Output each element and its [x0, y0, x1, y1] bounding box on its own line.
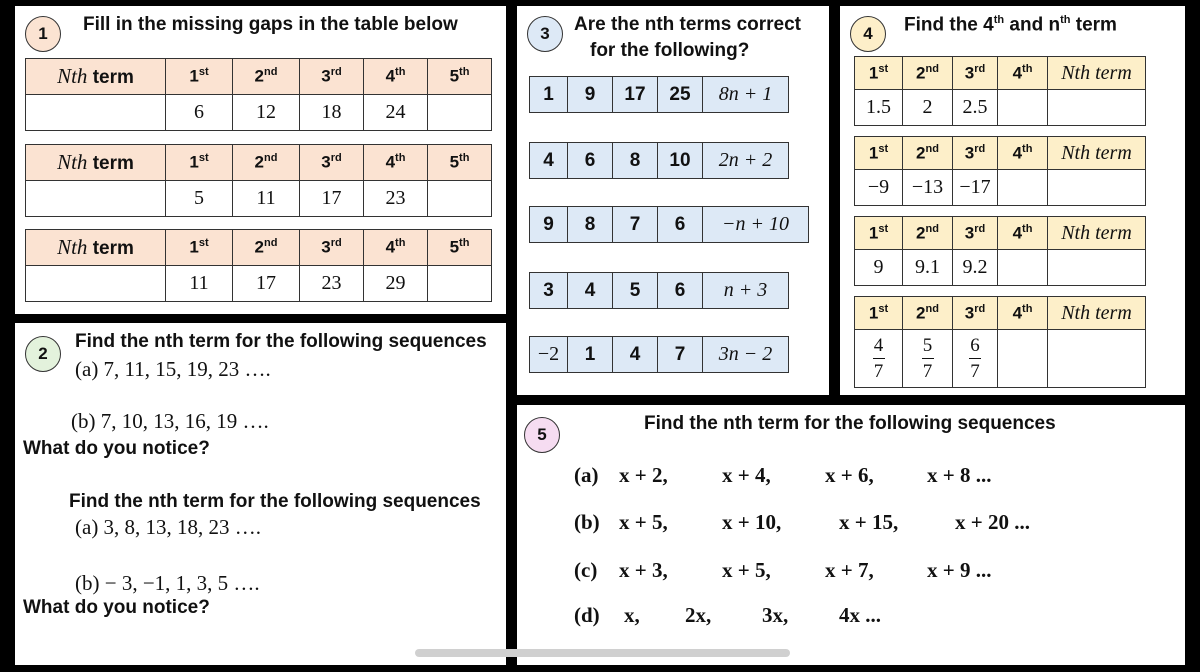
- sequence-b: (b) 7, 10, 13, 16, 19 ….: [71, 409, 269, 433]
- sequence-row-table: [529, 336, 789, 373]
- sequence-row: [530, 143, 789, 179]
- term-value: 8: [613, 143, 658, 179]
- sequence-term: x + 8 ...: [927, 463, 992, 487]
- sequence-term: x + 5,: [619, 510, 668, 534]
- term-value: 7: [658, 337, 703, 373]
- sequence-table: [854, 216, 1146, 286]
- term-value: 18: [300, 95, 364, 131]
- ordinal-header: 5th: [428, 230, 492, 266]
- sequence-row-table: [529, 206, 809, 243]
- sequence-a: (a) 7, 11, 15, 19, 23 ….: [75, 357, 271, 381]
- panel-3: [517, 6, 829, 395]
- ordinal-header: 2nd: [903, 137, 953, 170]
- term-value: 1: [568, 337, 613, 373]
- term-value: −17: [953, 170, 998, 206]
- sequence-term: x + 4,: [722, 463, 771, 487]
- nth-term-label: Nth term: [1048, 217, 1146, 250]
- ordinal-header: 4th: [998, 217, 1048, 250]
- header-row: [855, 217, 1146, 250]
- ordinal-header: 1st: [855, 137, 903, 170]
- fraction-value: [903, 330, 953, 388]
- nth-term-label: Nth term: [1048, 137, 1146, 170]
- ordinal-header: 3rd: [300, 59, 364, 95]
- answer-cell[interactable]: [428, 95, 492, 131]
- term-value: −13: [903, 170, 953, 206]
- ordinal-header: 1st: [166, 230, 233, 266]
- ordinal-header: 2nd: [233, 59, 300, 95]
- term-value: 1: [530, 77, 568, 113]
- question-number-badge: 4: [850, 16, 886, 52]
- ordinal-header: 5th: [428, 59, 492, 95]
- sequence-term: x + 2,: [619, 463, 668, 487]
- nth-term-var: Nth: [57, 64, 88, 88]
- nth-term-answer-cell[interactable]: [26, 95, 166, 131]
- nth-term-word: term: [87, 238, 134, 259]
- term-value: 17: [613, 77, 658, 113]
- ordinal-header: 1st: [855, 217, 903, 250]
- sequence-table: [854, 136, 1146, 206]
- header-row: [26, 230, 492, 266]
- sequence-term: x + 3,: [619, 558, 668, 582]
- nth-term-var: Nth: [57, 235, 88, 259]
- ordinal-header: 3rd: [953, 137, 998, 170]
- sequence-a: (a) 3, 8, 13, 18, 23 ….: [75, 515, 262, 539]
- value-row: [26, 266, 492, 302]
- ordinal-header: 3rd: [953, 217, 998, 250]
- nth-term-expression: 2n + 2: [703, 143, 789, 179]
- ordinal-header: 4th: [364, 230, 428, 266]
- term-value: 11: [233, 181, 300, 217]
- ordinal-header: 3rd: [953, 57, 998, 90]
- sequence-row-table: [529, 272, 789, 309]
- term-value: 6: [658, 273, 703, 309]
- ordinal-header: 5th: [428, 145, 492, 181]
- panel-5: [517, 405, 1185, 665]
- term-value: 11: [166, 266, 233, 302]
- question-number-badge: 2: [25, 336, 61, 372]
- answer-cell-4th[interactable]: [998, 330, 1048, 388]
- ordinal-header: 3rd: [300, 145, 364, 181]
- term-value: 1.5: [855, 90, 903, 126]
- ordinal-header: 4th: [998, 297, 1048, 330]
- value-row: [26, 181, 492, 217]
- scrollbar[interactable]: [415, 649, 790, 657]
- answer-cell-nth[interactable]: [1048, 170, 1146, 206]
- fraction: $\frac{4}{7}$: [873, 335, 884, 382]
- term-value: −2: [530, 337, 568, 373]
- sequence-row: [530, 207, 809, 243]
- term-value: 17: [233, 266, 300, 302]
- ordinal-header: 1st: [855, 57, 903, 90]
- ordinal-header: 4th: [364, 145, 428, 181]
- row-label: (d): [574, 603, 600, 627]
- header-row: [855, 137, 1146, 170]
- sequence-term: x + 20 ...: [955, 510, 1030, 534]
- term-value: 4: [613, 337, 658, 373]
- ordinal-header: 3rd: [953, 297, 998, 330]
- answer-cell-4th[interactable]: [998, 250, 1048, 286]
- nth-term-label: [26, 59, 166, 95]
- term-value: 25: [658, 77, 703, 113]
- sequence-table: [854, 56, 1146, 126]
- answer-cell-nth[interactable]: [1048, 90, 1146, 126]
- value-row: [855, 170, 1146, 206]
- term-value: 6: [658, 207, 703, 243]
- term-value: 3: [530, 273, 568, 309]
- ordinal-header: 1st: [855, 297, 903, 330]
- header-row: [855, 57, 1146, 90]
- nth-term-expression: 3n − 2: [703, 337, 789, 373]
- term-value: 5: [166, 181, 233, 217]
- nth-term-label: [26, 145, 166, 181]
- nth-term-expression: −n + 10: [703, 207, 809, 243]
- sequence-term: x,: [624, 603, 640, 627]
- value-row: [855, 90, 1146, 126]
- notice-prompt: What do you notice?: [23, 438, 210, 459]
- panel-title-line1: Are the nth terms correct: [574, 14, 802, 35]
- sequence-table: [25, 144, 492, 217]
- value-row: [855, 250, 1146, 286]
- nth-term-label: [26, 230, 166, 266]
- term-value: 6: [166, 95, 233, 131]
- sequence-term: 2x,: [685, 603, 712, 627]
- term-value: 2: [903, 90, 953, 126]
- fraction: $\frac{6}{7}$: [970, 335, 980, 382]
- panel-title: Find the nth term for the following sequences: [644, 413, 1056, 434]
- nth-term-word: term: [87, 153, 134, 174]
- sequence-term: 4x ...: [839, 603, 881, 627]
- term-value: 12: [233, 95, 300, 131]
- ordinal-header: 2nd: [233, 230, 300, 266]
- ordinal-header: 2nd: [903, 217, 953, 250]
- ordinal-header: 2nd: [903, 297, 953, 330]
- row-label: (b): [574, 510, 600, 534]
- sequence-term: x + 10,: [722, 510, 782, 534]
- term-value: 23: [364, 181, 428, 217]
- ordinal-header: 3rd: [300, 230, 364, 266]
- row-label: (a): [574, 463, 599, 487]
- fraction-value: [855, 330, 903, 388]
- ordinal-header: 2nd: [233, 145, 300, 181]
- term-value: 7: [613, 207, 658, 243]
- nth-term-expression: n + 3: [703, 273, 789, 309]
- sequence-term: x + 7,: [825, 558, 874, 582]
- sequence-term: x + 6,: [825, 463, 874, 487]
- sequence-table: [25, 58, 492, 131]
- panel-4: [840, 6, 1185, 395]
- row-label: (c): [574, 558, 598, 582]
- fraction: $\frac{5}{7}$: [922, 335, 933, 382]
- ordinal-header: 2nd: [903, 57, 953, 90]
- term-value: 2.5: [953, 90, 998, 126]
- fraction-value: [953, 330, 998, 388]
- answer-cell-4th[interactable]: [998, 170, 1048, 206]
- term-value: 8: [568, 207, 613, 243]
- sequence-term: 3x,: [762, 603, 789, 627]
- term-value: 24: [364, 95, 428, 131]
- sequence-row: [530, 337, 789, 373]
- panel-2: [15, 323, 506, 665]
- ordinal-header: 4th: [998, 137, 1048, 170]
- term-value: 10: [658, 143, 703, 179]
- question-number-badge: 1: [25, 16, 61, 52]
- question-number-badge: 5: [524, 417, 560, 453]
- term-value: 5: [613, 273, 658, 309]
- term-value: −9: [855, 170, 903, 206]
- question-number-badge: 3: [527, 16, 563, 52]
- nth-term-expression: 8n + 1: [703, 77, 789, 113]
- term-value: 9: [855, 250, 903, 286]
- answer-cell[interactable]: [428, 181, 492, 217]
- panel-title-line2: for the following?: [590, 40, 750, 61]
- ordinal-header: 4th: [364, 59, 428, 95]
- ordinal-header: 1st: [166, 59, 233, 95]
- sequence-term: x + 5,: [722, 558, 771, 582]
- sequence-row-table: [529, 142, 789, 179]
- term-value: 29: [364, 266, 428, 302]
- panel-title: Fill in the missing gaps in the table below: [83, 14, 458, 35]
- nth-term-label: Nth term: [1048, 57, 1146, 90]
- sequence-table: [25, 229, 492, 302]
- sequence-table: [854, 296, 1146, 388]
- term-value: 9: [530, 207, 568, 243]
- term-value: 17: [300, 181, 364, 217]
- nth-term-var: Nth: [57, 150, 88, 174]
- question-title: Find the nth term for the following sequences: [69, 491, 481, 512]
- value-row: [855, 330, 1146, 388]
- term-value: 9.1: [903, 250, 953, 286]
- nth-term-label: Nth term: [1048, 297, 1146, 330]
- nth-term-word: term: [87, 67, 134, 88]
- notice-prompt: What do you notice?: [23, 597, 210, 618]
- value-row: [26, 95, 492, 131]
- question-title: Find the nth term for the following sequences: [75, 331, 487, 352]
- sequence-b: (b) − 3, −1, 1, 3, 5 ….: [75, 571, 260, 595]
- term-value: 6: [568, 143, 613, 179]
- term-value: 4: [568, 273, 613, 309]
- term-value: 4: [530, 143, 568, 179]
- nth-term-answer-cell[interactable]: [26, 266, 166, 302]
- answer-cell-4th[interactable]: [998, 90, 1048, 126]
- answer-cell[interactable]: [428, 266, 492, 302]
- panel-title: Find the 4th and $n^{th}$ term: [904, 14, 1117, 36]
- sequence-term: x + 15,: [839, 510, 899, 534]
- sequence-row: [530, 273, 789, 309]
- ordinal-header: 1st: [166, 145, 233, 181]
- panel-1: [15, 6, 506, 314]
- header-row: [855, 297, 1146, 330]
- term-value: 9.2: [953, 250, 998, 286]
- nth-term-answer-cell[interactable]: [26, 181, 166, 217]
- answer-cell-nth[interactable]: [1048, 250, 1146, 286]
- sequence-row: [530, 77, 789, 113]
- term-value: 23: [300, 266, 364, 302]
- ordinal-header: 4th: [998, 57, 1048, 90]
- term-value: 9: [568, 77, 613, 113]
- sequence-term: x + 9 ...: [927, 558, 992, 582]
- header-row: [26, 59, 492, 95]
- header-row: [26, 145, 492, 181]
- answer-cell-nth[interactable]: [1048, 330, 1146, 388]
- sequence-row-table: [529, 76, 789, 113]
